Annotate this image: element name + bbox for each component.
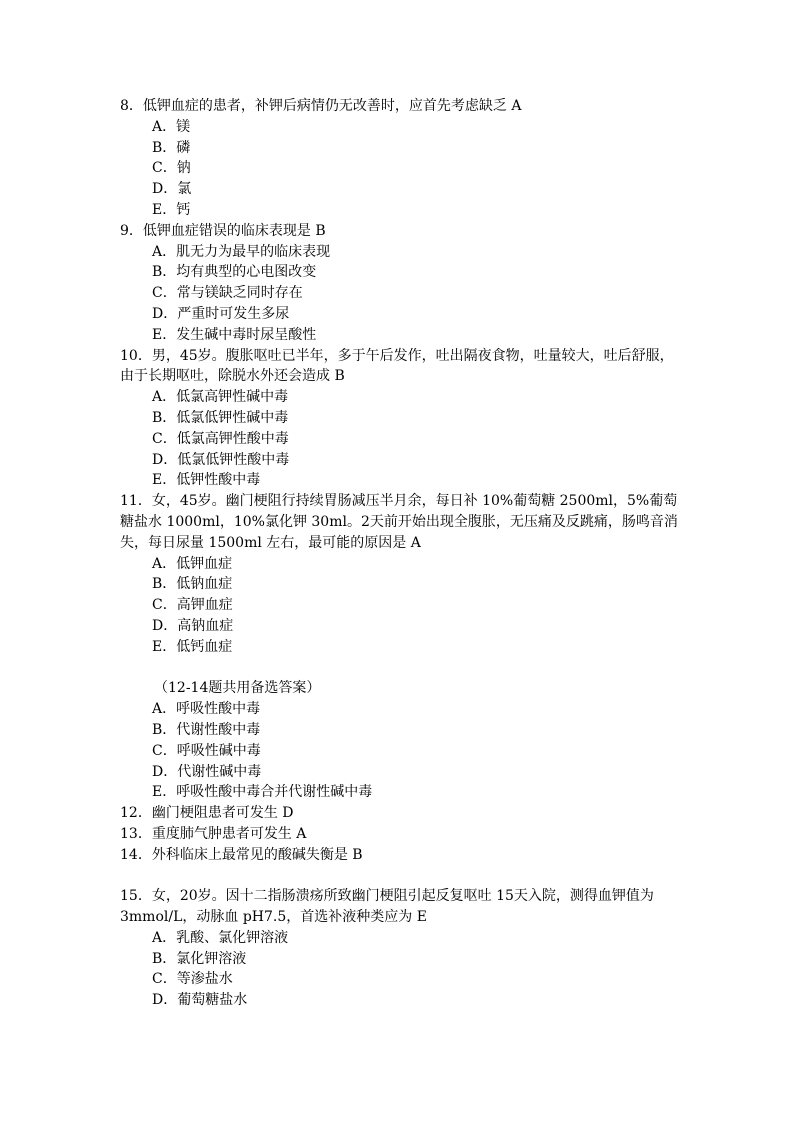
shared-option-a: A．呼吸性酸中毒 — [152, 701, 261, 718]
q8-option-a: A．镁 — [152, 118, 191, 135]
shared-group-heading: （12-14题共用备选答案） — [154, 680, 321, 697]
q10-option-d: D．低氯低钾性酸中毒 — [152, 451, 290, 468]
q15-option-c: C．等渗盐水 — [152, 971, 233, 988]
question-9: 9．低钾血症错误的临床表现是 B — [120, 222, 326, 239]
q9-option-a: A．肌无力为最早的临床表现 — [152, 243, 331, 260]
q15-option-a: A．乳酸、氯化钾溶液 — [152, 929, 289, 946]
question-13: 13．重度肺气肿患者可发生 A — [120, 825, 307, 842]
question-11: 11．女，45岁。幽门梗阻行持续胃肠减压半月余，每日补 10%葡萄糖 2500ml，5%葡萄糖盐水 1000ml，10%氯化钾 30ml。2天前开始出现全腹胀，无压痛及反跳痛，肠鸣音消失，每日尿量 1500ml 左右，最可能的原因是 A — [120, 493, 678, 551]
question-list — [120, 96, 680, 1011]
q8-option-d: D．氯 — [152, 181, 192, 198]
q10-option-b: B．低氯低钾性碱中毒 — [152, 409, 289, 426]
spacer — [120, 865, 680, 886]
q10-option-e: E．低钾性酸中毒 — [152, 472, 261, 489]
spacer — [120, 658, 680, 679]
q11-option-d: D．高钠血症 — [152, 617, 234, 634]
shared-option-d: D．代谢性碱中毒 — [152, 763, 262, 780]
q11-option-c: C．高钾血症 — [152, 597, 233, 614]
q8-option-c: C．钠 — [152, 160, 191, 177]
q11-option-e: E．低钙血症 — [152, 638, 233, 655]
q11-option-a: A．低钾血症 — [152, 555, 233, 572]
question-15: 15．女，20岁。因十二指肠溃疡所致幽门梗阻引起反复呕吐 15天入院，测得血钾值为 3mmol/L，动脉血 pH7.5，首选补液种类应为 E — [120, 888, 654, 926]
q9-option-d: D．严重时可发生多尿 — [152, 305, 290, 322]
question-10: 10．男，45岁。腹胀呕吐已半年，多于午后发作，吐出隔夜食物，吐量较大，吐后舒服，由于长期呕吐，除脱水外还会造成 B — [120, 347, 674, 385]
question-14: 14．外科临床上最常见的酸碱失衡是 B — [120, 846, 363, 863]
q9-option-c: C．常与镁缺乏同时存在 — [152, 285, 303, 302]
q15-option-d: D．葡萄糖盐水 — [152, 992, 248, 1009]
shared-option-b: B．代谢性酸中毒 — [152, 721, 261, 738]
q8-option-e: E．钙 — [152, 201, 191, 218]
q10-option-c: C．低氯高钾性酸中毒 — [152, 430, 289, 447]
q10-option-a: A．低氯高钾性碱中毒 — [152, 389, 289, 406]
q9-option-b: B．均有典型的心电图改变 — [152, 264, 317, 281]
q9-option-e: E．发生碱中毒时尿呈酸性 — [152, 326, 317, 343]
question-12: 12．幽门梗阻患者可发生 D — [120, 805, 294, 822]
q15-option-b: B．氯化钾溶液 — [152, 950, 247, 967]
q8-option-b: B．磷 — [152, 139, 191, 156]
shared-option-c: C．呼吸性碱中毒 — [152, 742, 261, 759]
q11-option-b: B．低钠血症 — [152, 576, 233, 593]
shared-option-e: E．呼吸性酸中毒合并代谢性碱中毒 — [152, 784, 373, 801]
question-8: 8．低钾血症的患者，补钾后病情仍无改善时，应首先考虑缺乏 A — [120, 98, 522, 114]
